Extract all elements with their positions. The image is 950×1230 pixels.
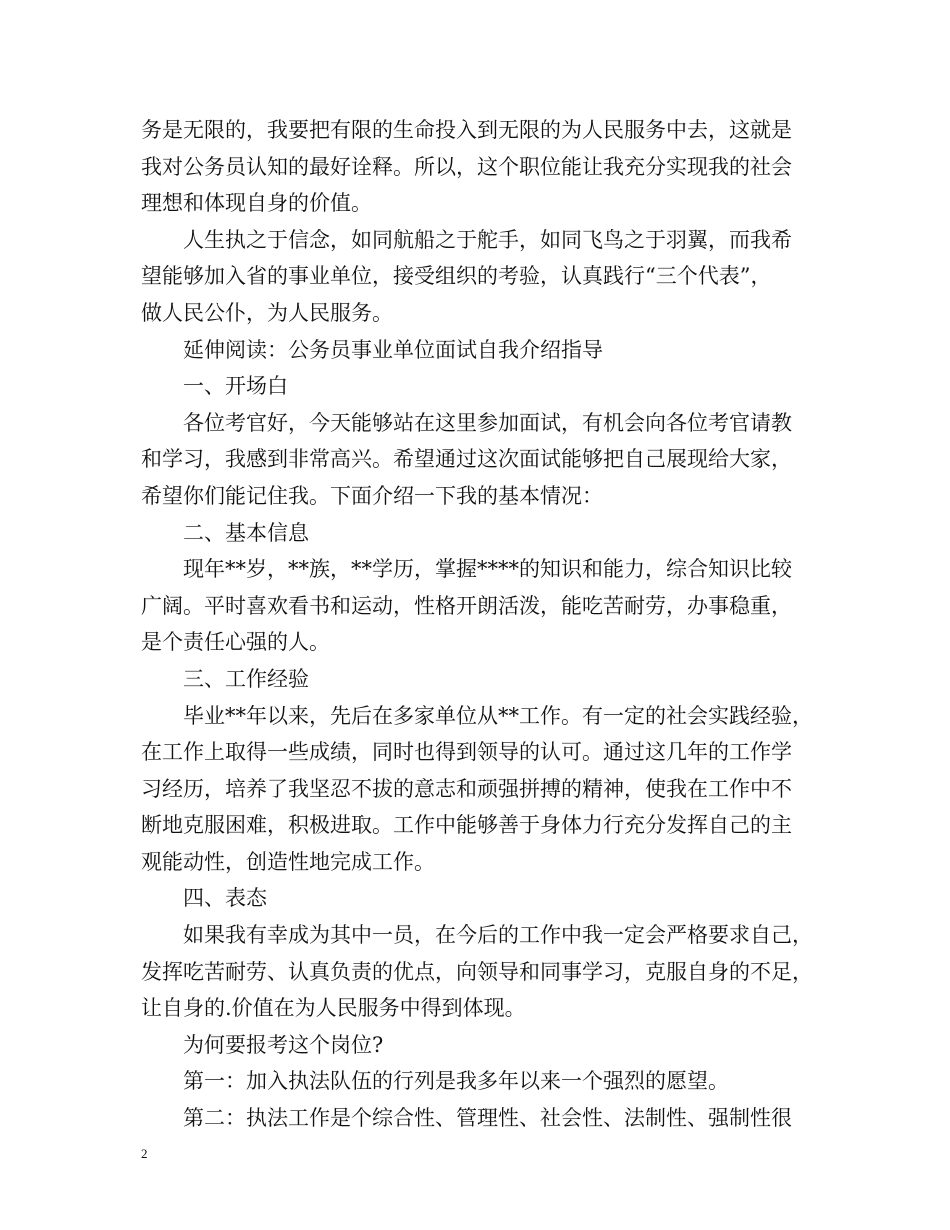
text-line: 延伸阅读：公务员事业单位面试自我介绍指导 [183,337,603,362]
text-line: 和学习，我感到非常高兴。希望通过这次面试能够把自己展现给大家， [141,447,792,472]
text-line: 二、基本信息 [183,520,309,545]
text-line: 为何要报考这个岗位? [183,1032,384,1057]
text-line: 发挥吃苦耐劳、认真负责的优点，向领导和同事学习，克服自身的不足， [141,959,813,984]
text-line: 习经历，培养了我坚忍不拔的意志和顽强拼搏的精神，使我在工作中不 [141,776,792,801]
text-line: 做人民公仆，为人民服务。 [141,300,393,325]
text-line: 广阔。平时喜欢看书和运动，性格开朗活泼，能吃苦耐劳，办事稳重， [141,593,792,618]
text-line: 人生执之于信念，如同航船之于舵手，如同飞鸟之于羽翼，而我希 [183,227,792,252]
document-body [141,112,831,1137]
text-line: 如果我有幸成为其中一员，在今后的工作中我一定会严格要求自己， [183,923,813,948]
text-line: 我对公务员认知的最好诠释。所以，这个职位能让我充分实现我的社会 [141,154,792,179]
text-line: 四、表态 [183,886,267,911]
text-line: 理想和体现自身的价值。 [141,191,372,216]
text-line: 望能够加入省的事业单位，接受组织的考验，认真践行“三个代表”， [141,264,772,289]
text-line: 三、工作经验 [183,666,309,691]
text-line: 断地克服困难，积极进取。工作中能够善于身体力行充分发挥自己的主 [141,813,792,838]
text-line: 务是无限的，我要把有限的生命投入到无限的为人民服务中去，这就是 [141,118,792,142]
text-line: 现年**岁，**族，**学历，掌握****的知识和能力，综合知识比较 [183,557,792,582]
text-line: 毕业**年以来，先后在多家单位从**工作。有一定的社会实践经验， [183,703,813,728]
text-line: 让自身的.价值在为人民服务中得到体现。 [141,996,526,1021]
text-line: 观能动性，创造性地完成工作。 [141,849,435,874]
text-line: 在工作上取得一些成绩，同时也得到领导的认可。通过这几年的工作学 [141,740,792,765]
text-line: 第二：执法工作是个综合性、管理性、社会性、法制性、强制性很 [183,1106,792,1131]
page-number: 2 [141,1146,148,1161]
text-line: 是个责任心强的人。 [141,630,330,655]
text-line: 一、开场白 [183,374,288,399]
text-line: 各位考官好，今天能够站在这里参加面试，有机会向各位考官请教 [183,410,792,435]
text-line: 第一：加入执法队伍的行列是我多年以来一个强烈的愿望。 [183,1069,729,1094]
text-line: 希望你们能记住我。下面介绍一下我的基本情况： [141,483,603,508]
